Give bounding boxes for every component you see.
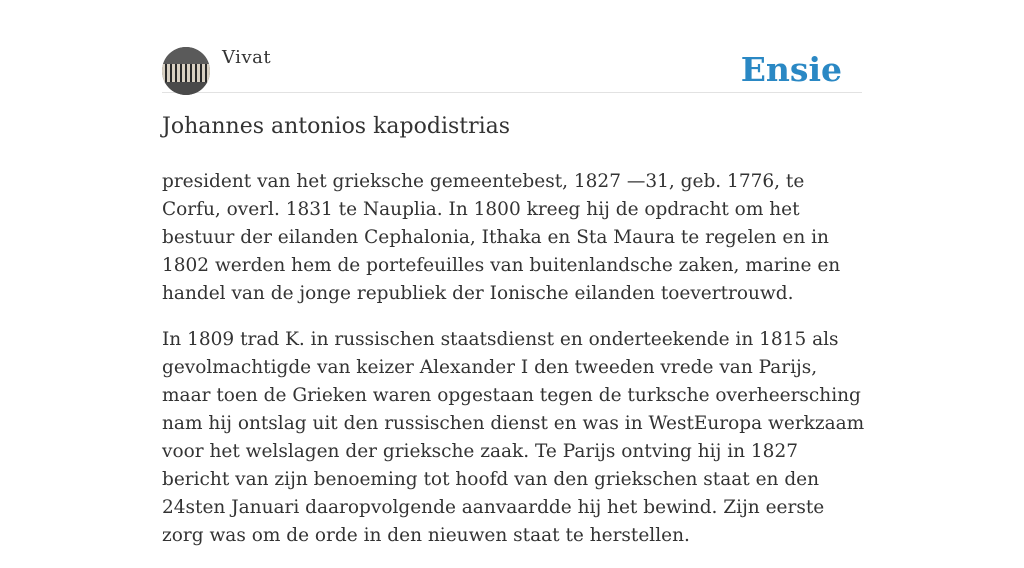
publisher-avatar[interactable] [162,47,210,95]
avatar-books-band [162,64,210,82]
avatar-top [162,47,210,64]
publisher-name[interactable]: Vivat [222,47,272,68]
article-body [162,168,867,568]
avatar-bottom [162,82,210,95]
paragraph: In 1809 trad K. in russischen staatsdienst en onderteekende in 1815 als gevolmachtigde van keizer Alexander I den tweeden vrede van Parijs, maar toen de Grieken waren opgestaan tegen de turksche overheersching nam hij ontslag uit den russischen dienst en was in WestEuropa werkzaam voor het welslagen der grieksche zaak. Te Parijs ontving hij in 1827 bericht van zijn benoeming tot hoofd van den griekschen staat en den 24sten Januari daaropvolgende aanvaardde hij het bewind. Zijn eerste zorg was om de orde in den nieuwen staat te herstellen. [162,329,865,546]
site-header [162,44,862,93]
article-title: Johannes antonios kapodistrias [162,114,511,139]
paragraph: president van het grieksche gemeentebest, 1827 —31, geb. 1776, te Corfu, overl. 1831 te Nauplia. In 1800 kreeg hij de opdracht om het bestuur der eilanden Cephalonia, Ithaka en Sta Maura te regelen en in 1802 werden hem de portefeuilles van buitenlandsche zaken, marine en handel van de jonge republiek der Ionische eilanden toevertrouwd. [162,171,841,304]
brand-logo[interactable]: Ensie [740,50,842,89]
